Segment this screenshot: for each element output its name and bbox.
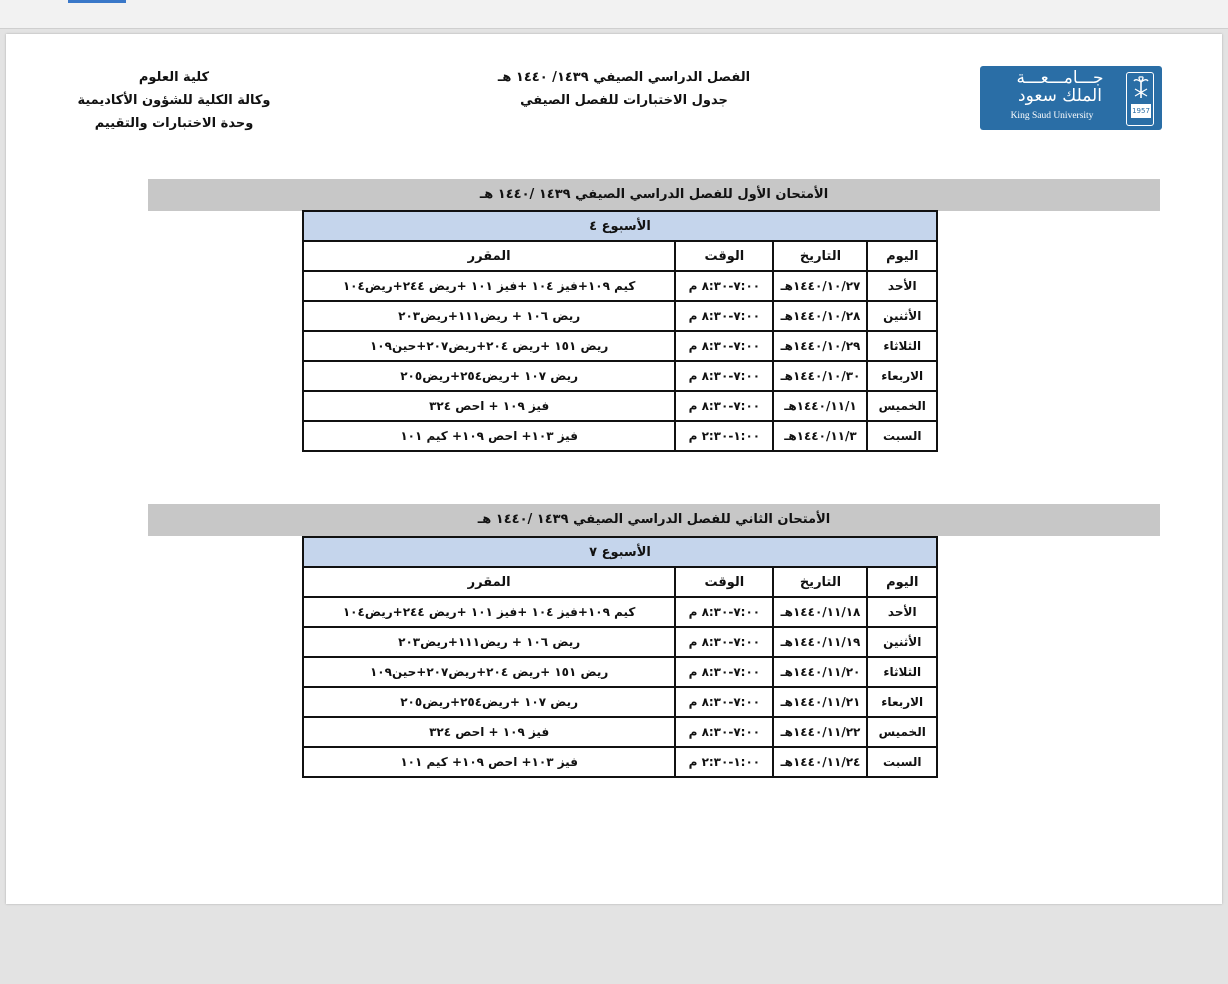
table-row xyxy=(303,597,937,627)
time-cell: ٧:٠٠-٨:٣٠ م xyxy=(675,627,773,657)
course-cell: فيز ١٠٩ + احص ٣٢٤ xyxy=(303,717,675,747)
time-cell: ٧:٠٠-٨:٣٠ م xyxy=(675,657,773,687)
date-cell: ١٤٤٠/١١/٢١هـ xyxy=(773,687,867,717)
exam-unit-name: وحدة الاختبارات والتقييم xyxy=(94,116,254,131)
col-header-course: المقرر xyxy=(303,241,675,271)
day-cell: الخميس xyxy=(867,391,937,421)
col-header-day: اليوم xyxy=(867,241,937,271)
day-cell: الاربعاء xyxy=(867,361,937,391)
date-cell: ١٤٤٠/١١/١٨هـ xyxy=(773,597,867,627)
course-cell: ريض ١٥١ +ريض ٢٠٤+ريض٢٠٧+حين١٠٩ xyxy=(303,331,675,361)
time-cell: ١:٠٠-٢:٣٠ م xyxy=(675,421,773,451)
time-cell: ٧:٠٠-٨:٣٠ م xyxy=(675,391,773,421)
col-header-time: الوقت xyxy=(675,567,773,597)
course-cell: كيم ١٠٩+فيز ١٠٤ +فيز ١٠١ +ريض ٢٤٤+ريض١٠٤ xyxy=(303,271,675,301)
table-row xyxy=(303,361,937,391)
logo-arabic-line2: الملك سعود xyxy=(1018,86,1102,106)
week-label: الأسبوع ٧ xyxy=(303,537,937,567)
exam1-schedule-table xyxy=(302,210,938,452)
course-cell: ريض ١٠٧ +ريض٢٥٤+ريض٢٠٥ xyxy=(303,687,675,717)
document-page xyxy=(6,34,1222,904)
table-row xyxy=(303,717,937,747)
date-cell: ١٤٤٠/١٠/٢٧هـ xyxy=(773,271,867,301)
time-cell: ٧:٠٠-٨:٣٠ م xyxy=(675,717,773,747)
day-cell: الاربعاء xyxy=(867,687,937,717)
col-header-day: اليوم xyxy=(867,567,937,597)
day-cell: الخميس xyxy=(867,717,937,747)
table-row xyxy=(303,627,937,657)
semester-title: الفصل الدراسي الصيفي ١٤٣٩/ ١٤٤٠ هـ xyxy=(497,70,751,85)
table-row xyxy=(303,271,937,301)
exam2-schedule-table xyxy=(302,536,938,778)
table-row xyxy=(303,657,937,687)
logo-year: 1957 xyxy=(1131,104,1151,118)
course-cell: فيز ١٠٣+ احص ١٠٩+ كيم ١٠١ xyxy=(303,747,675,777)
date-cell: ١٤٤٠/١١/٢٤هـ xyxy=(773,747,867,777)
palm-sword-icon xyxy=(1133,76,1149,98)
course-cell: فيز ١٠٣+ احص ١٠٩+ كيم ١٠١ xyxy=(303,421,675,451)
col-header-time: الوقت xyxy=(675,241,773,271)
logo-arabic-line1: جـــامـــعـــة xyxy=(1016,68,1104,88)
course-cell: ريض ١٠٧ +ريض٢٥٤+ريض٢٠٥ xyxy=(303,361,675,391)
active-tab-indicator[interactable] xyxy=(68,0,126,3)
table-row xyxy=(303,331,937,361)
course-cell: ريض ١٠٦ + ريض١١١+ريض٢٠٣ xyxy=(303,301,675,331)
date-cell: ١٤٤٠/١١/١٩هـ xyxy=(773,627,867,657)
week-header-row xyxy=(303,211,937,241)
date-cell: ١٤٤٠/١٠/٢٨هـ xyxy=(773,301,867,331)
time-cell: ٧:٠٠-٨:٣٠ م xyxy=(675,597,773,627)
day-cell: الأحد xyxy=(867,271,937,301)
column-header-row xyxy=(303,241,937,271)
date-cell: ١٤٤٠/١١/٣هـ xyxy=(773,421,867,451)
day-cell: الأحد xyxy=(867,597,937,627)
day-cell: الثلاثاء xyxy=(867,657,937,687)
column-header-row xyxy=(303,567,937,597)
viewer-toolbar xyxy=(0,0,1228,29)
time-cell: ٧:٠٠-٨:٣٠ م xyxy=(675,271,773,301)
vice-deanship-name: وكالة الكلية للشؤون الأكاديمية xyxy=(77,93,271,108)
week-label: الأسبوع ٤ xyxy=(303,211,937,241)
date-cell: ١٤٤٠/١٠/٢٩هـ xyxy=(773,331,867,361)
date-cell: ١٤٤٠/١١/١هـ xyxy=(773,391,867,421)
course-cell: كيم ١٠٩+فيز ١٠٤ +فيز ١٠١ +ريض ٢٤٤+ريض١٠٤ xyxy=(303,597,675,627)
exam1-title-band: الأمتحان الأول للفصل الدراسي الصيفي ١٤٣٩ /١٤٤٠ هـ xyxy=(148,179,1160,211)
date-cell: ١٤٤٠/١١/٢٢هـ xyxy=(773,717,867,747)
col-header-date: التاريخ xyxy=(773,567,867,597)
table-row xyxy=(303,301,937,331)
day-cell: الثلاثاء xyxy=(867,331,937,361)
schedule-title: جدول الاختبارات للفصل الصيفي xyxy=(520,93,728,108)
day-cell: السبت xyxy=(867,421,937,451)
date-cell: ١٤٤٠/١١/٢٠هـ xyxy=(773,657,867,687)
course-cell: ريض ١٠٦ + ريض١١١+ريض٢٠٣ xyxy=(303,627,675,657)
table-row xyxy=(303,687,937,717)
exam2-title-band: الأمتحان الثاني للفصل الدراسي الصيفي ١٤٣٩ /١٤٤٠ هـ xyxy=(148,504,1160,536)
col-header-date: التاريخ xyxy=(773,241,867,271)
time-cell: ٧:٠٠-٨:٣٠ م xyxy=(675,331,773,361)
course-cell: ريض ١٥١ +ريض ٢٠٤+ريض٢٠٧+حين١٠٩ xyxy=(303,657,675,687)
university-logo xyxy=(980,66,1162,130)
course-cell: فيز ١٠٩ + احص ٣٢٤ xyxy=(303,391,675,421)
table-row xyxy=(303,421,937,451)
day-cell: الأثنين xyxy=(867,301,937,331)
col-header-course: المقرر xyxy=(303,567,675,597)
table-row xyxy=(303,747,937,777)
document-title-block xyxy=(464,66,784,112)
time-cell: ١:٠٠-٢:٣٠ م xyxy=(675,747,773,777)
time-cell: ٧:٠٠-٨:٣٠ م xyxy=(675,301,773,331)
college-header xyxy=(64,66,284,135)
logo-english-name: King Saud University xyxy=(1010,111,1094,121)
time-cell: ٧:٠٠-٨:٣٠ م xyxy=(675,687,773,717)
college-name: كلية العلوم xyxy=(138,70,210,85)
date-cell: ١٤٤٠/١٠/٣٠هـ xyxy=(773,361,867,391)
time-cell: ٧:٠٠-٨:٣٠ م xyxy=(675,361,773,391)
table-row xyxy=(303,391,937,421)
day-cell: الأثنين xyxy=(867,627,937,657)
week-header-row xyxy=(303,537,937,567)
day-cell: السبت xyxy=(867,747,937,777)
